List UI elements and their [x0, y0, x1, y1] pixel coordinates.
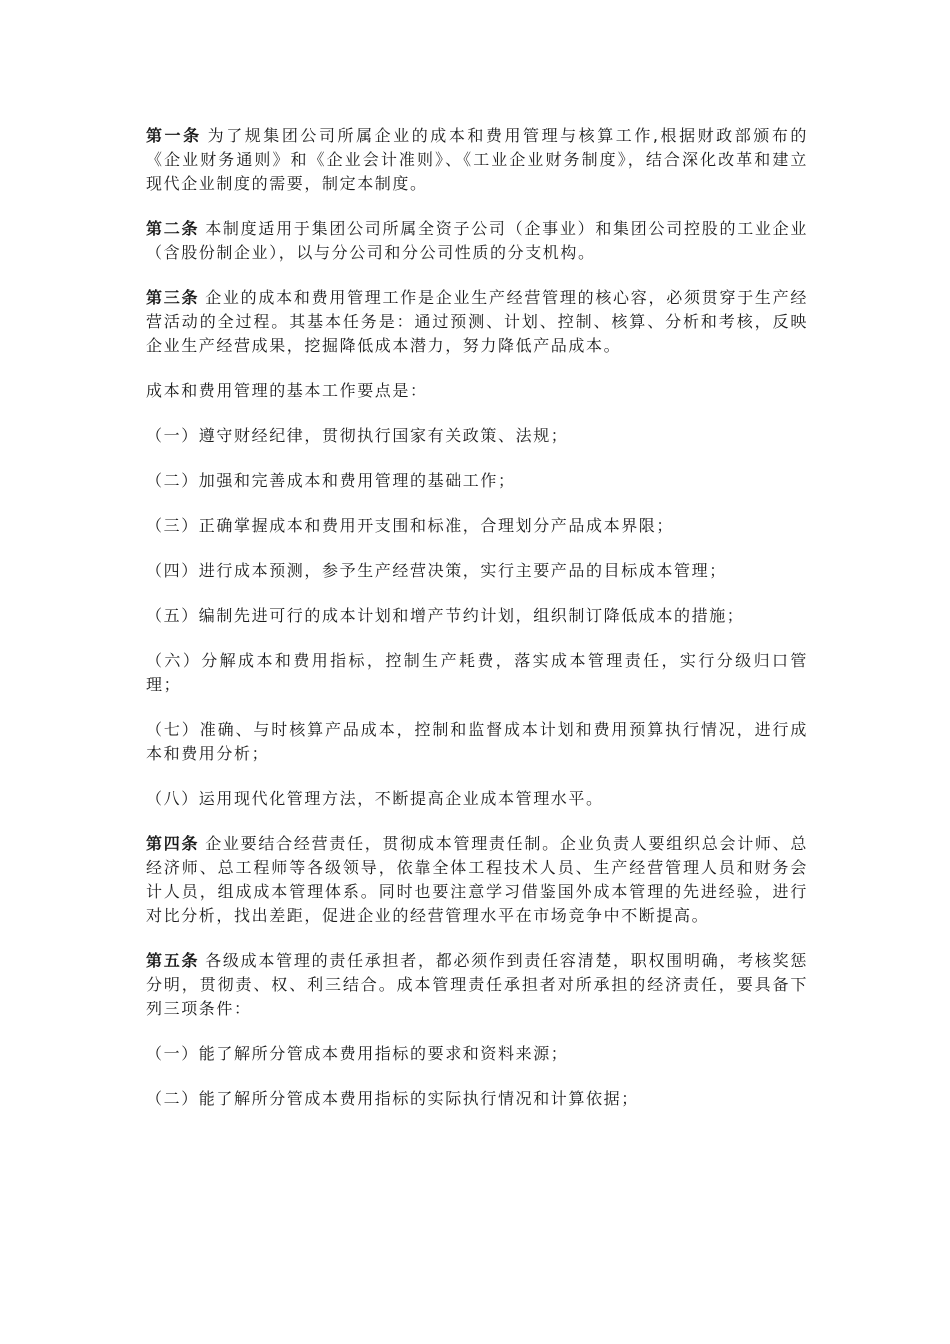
article-3	[146, 286, 808, 358]
article-text: 企业的成本和费用管理工作是企业生产经营管理的核心容，必须贯穿于生产经营活动的全过程。其基本任务是：通过预测、计划、控制、核算、分析和考核，反映企业生产经营成果，挖掘降低成本潜力，努力降低产品成本。	[146, 288, 808, 355]
article-number: 第四条	[146, 834, 200, 853]
article-number: 第一条	[146, 126, 202, 145]
article-text: 各级成本管理的责任承担者，都必须作到责任容清楚，职权围明确，考核奖惩分明，贯彻责、权、利三结合。成本管理责任承担者对所承担的经济责任，要具备下列三项条件：	[146, 951, 808, 1018]
article-5	[146, 949, 808, 1021]
article-1	[146, 124, 808, 196]
article-text: 企业要结合经营责任，贯彻成本管理责任制。企业负责人要组织总会计师、总经济师、总工程师等各级领导，依靠全体工程技术人员、生产经营管理人员和财务会计人员，组成成本管理体系。同时也要注意学习借鉴国外成本管理的先进经验，进行对比分析，找出差距，促进企业的经营管理水平在市场竞争中不断提高。	[146, 834, 808, 925]
list-item: （二）加强和完善成本和费用管理的基础工作；	[146, 471, 516, 490]
article-4	[146, 832, 808, 928]
article-text: 为了规集团公司所属企业的成本和费用管理与核算工作,根据财政部颁布的《企业财务通则》和《企业会计准则》、《工业企业财务制度》，结合深化改革和建立现代企业制度的需要，制定本制度。	[146, 126, 808, 193]
paragraph: 成本和费用管理的基本工作要点是：	[146, 381, 428, 400]
list-item: （四）进行成本预测，参予生产经营决策，实行主要产品的目标成本管理；	[146, 561, 727, 580]
article-2	[146, 217, 808, 265]
document-body	[146, 124, 808, 1111]
list-item: （七）准确、与时核算产品成本，控制和监督成本计划和费用预算执行情况，进行成本和费用分析；	[146, 720, 808, 763]
list-item: （五）编制先进可行的成本计划和增产节约计划，组织制订降低成本的措施；	[146, 606, 745, 625]
list-item: （一）能了解所分管成本费用指标的要求和资料来源；	[146, 1044, 569, 1063]
list-item: （三）正确掌握成本和费用开支围和标准，合理划分产品成本界限；	[146, 516, 675, 535]
article-number: 第三条	[146, 288, 200, 307]
list-item: （八）运用现代化管理方法，不断提高企业成本管理水平。	[146, 789, 604, 808]
list-item: （二）能了解所分管成本费用指标的实际执行情况和计算依据；	[146, 1089, 639, 1108]
article-text: 本制度适用于集团公司所属全资子公司（企事业）和集团公司控股的工业企业（含股份制企业），以与分公司和分公司性质的分支机构。	[146, 219, 808, 262]
list-item: （一）遵守财经纪律，贯彻执行国家有关政策、法规；	[146, 426, 569, 445]
article-number: 第五条	[146, 951, 200, 970]
list-item: （六）分解成本和费用指标，控制生产耗费，落实成本管理责任，实行分级归口管理；	[146, 651, 808, 694]
article-number: 第二条	[146, 219, 200, 238]
